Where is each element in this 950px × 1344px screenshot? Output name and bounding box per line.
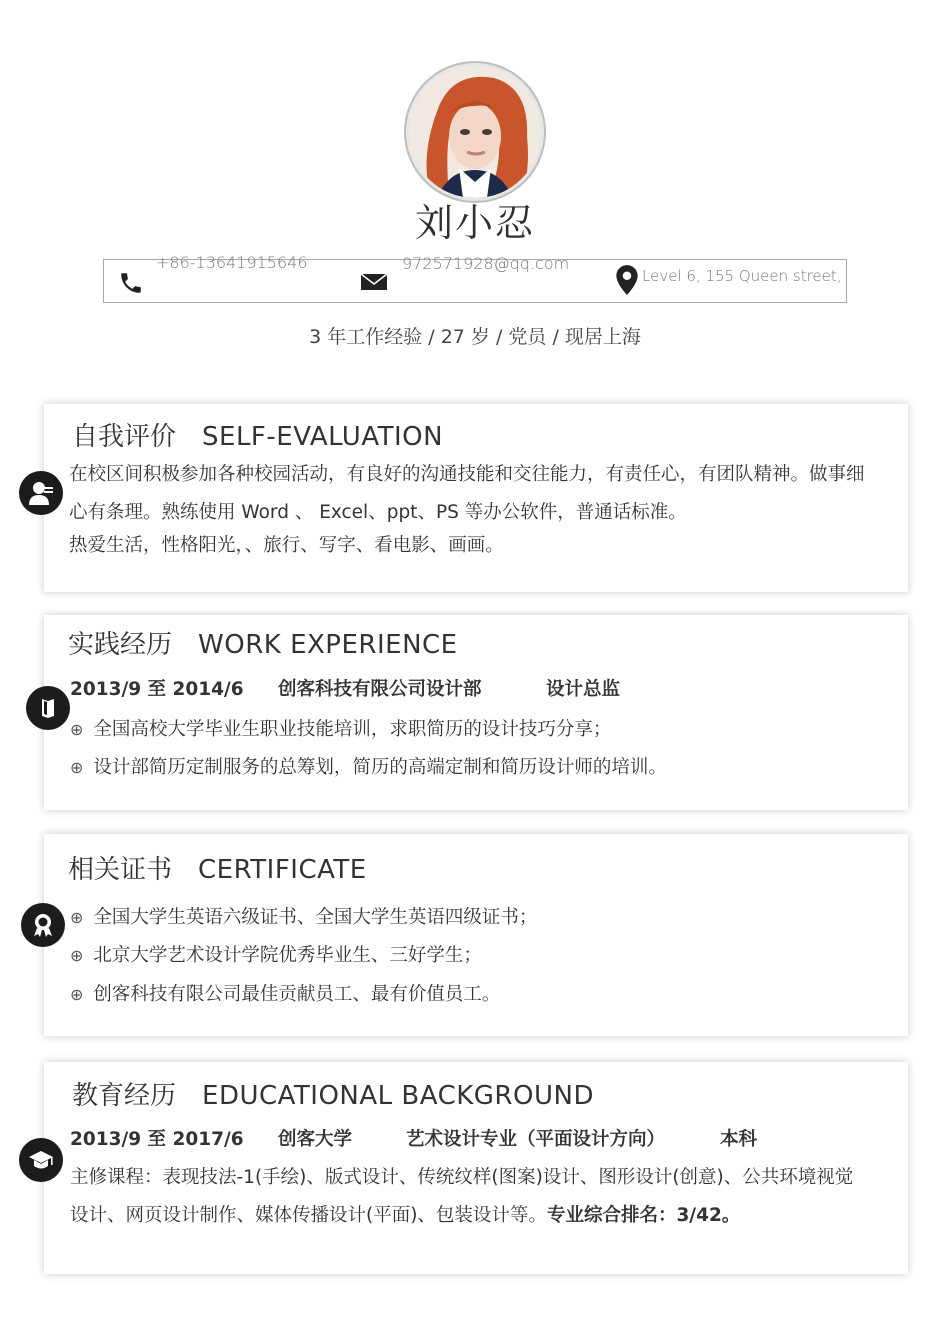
section-title-cn: 自我评价 [72, 422, 177, 452]
section-work-experience [44, 615, 908, 810]
self-evaluation-line: 心有条理。熟练使用 Word 、 Excel、ppt、PS 等办公软件，普通话标准。 [69, 502, 687, 523]
section-title [68, 849, 367, 886]
section-self-evaluation [44, 404, 908, 592]
self-evaluation-line: 热爱生活，性格阳光，、旅行、写字、看电影、画画。 [69, 535, 504, 556]
address: Level 6, 155 Queen street, [642, 267, 842, 285]
envelope-icon [360, 272, 388, 296]
section-title-cn: 实践经历 [68, 630, 173, 660]
summary-line: 3 年工作经验 / 27 岁 / 党员 / 现居上海 [309, 326, 641, 348]
section-title-en: SELF-EVALUATION [202, 422, 444, 452]
bullet-mark: ⊕ [70, 720, 84, 739]
contact-bar [103, 253, 847, 303]
section-title-en: WORK EXPERIENCE [198, 630, 458, 660]
list-item: ⊕ 设计部简历定制服务的总筹划，简历的高端定制和简历设计师的培训。 [70, 757, 667, 778]
award-icon [21, 903, 65, 947]
section-title [68, 624, 458, 661]
education-courses-line: 主修课程：表现技法-1(手绘)、版式设计、传统纹样(图案)设计、图形设计(创意)、公共环境视觉 [70, 1167, 854, 1188]
phone-number[interactable]: +86-13641915646 [156, 253, 308, 272]
education-degree: 本科 [720, 1129, 758, 1150]
list-item: ⊕ 创客科技有限公司最佳贡献员工、最有价值员工。 [70, 984, 501, 1005]
education-courses-line: 设计、网页设计制作、媒体传播设计(平面)、包装设计等。专业综合排名：3/42。 [70, 1205, 741, 1226]
bullet-mark: ⊕ [70, 985, 84, 1004]
self-evaluation-line: 在校区间积极参加各种校园活动，有良好的沟通技能和交往能力，有责任心，有团队精神。做事细 [69, 464, 865, 485]
section-title [72, 1075, 594, 1112]
section-title [72, 416, 443, 453]
phone-icon [118, 270, 144, 300]
bullet-mark: ⊕ [70, 908, 84, 927]
graduation-cap-icon [19, 1138, 63, 1182]
email-address[interactable]: 972571928@qq.com [402, 254, 570, 273]
portrait-illustration [409, 66, 541, 198]
section-title-en: CERTIFICATE [198, 855, 367, 885]
education-ranking: 专业综合排名：3/42。 [546, 1205, 741, 1226]
list-item: ⊕ 全国高校大学毕业生职业技能培训，求职简历的设计技巧分享； [70, 719, 612, 740]
candidate-name: 刘小忍 [414, 201, 535, 245]
education-major: 艺术设计专业（平面设计方向） [406, 1129, 666, 1150]
education-period: 2013/9 至 2017/6 [70, 1129, 244, 1150]
section-certificate [44, 834, 908, 1036]
section-title-cn: 教育经历 [72, 1081, 177, 1111]
avatar [406, 63, 544, 201]
list-item: ⊕ 北京大学艺术设计学院优秀毕业生、三好学生； [70, 945, 482, 966]
list-item: ⊕ 全国大学生英语六级证书、全国大学生英语四级证书； [70, 907, 538, 928]
bullet-mark: ⊕ [70, 758, 84, 777]
work-position: 设计总监 [546, 679, 621, 700]
location-pin-icon [614, 264, 640, 300]
person-icon [19, 471, 63, 515]
book-icon [26, 686, 70, 730]
education-school: 创客大学 [278, 1129, 353, 1150]
work-period: 2013/9 至 2014/6 [70, 679, 244, 700]
bullet-mark: ⊕ [70, 946, 84, 965]
section-education [44, 1062, 908, 1274]
section-title-cn: 相关证书 [68, 855, 173, 885]
section-title-en: EDUCATIONAL BACKGROUND [202, 1081, 594, 1111]
work-company: 创客科技有限公司设计部 [278, 679, 482, 700]
